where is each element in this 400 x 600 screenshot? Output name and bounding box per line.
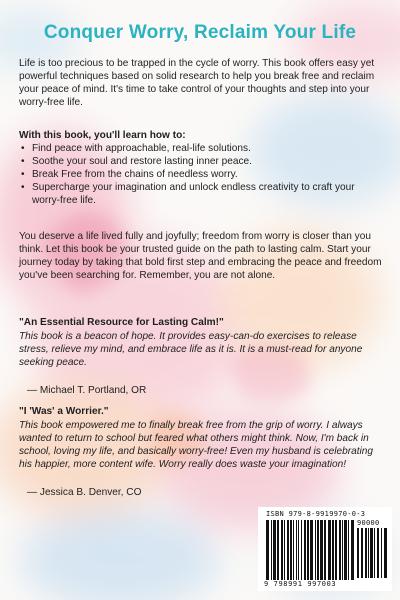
cover-title: Conquer Worry, Reclaim Your Life <box>43 22 357 43</box>
review-body: This book empowered me to finally break free from the grip of worry. I always wanted to return to school but feared what others might think. Now, I'm back in school, loving my life, and basically worry-free! Even my husband is celebrating his happier, more content wife. Worry really does waste your imagination! <box>19 420 374 470</box>
isbn-number: ISBN 979-8-9919970-0-3 <box>266 510 366 518</box>
list-item: • Break Free from the chains of needless worry. <box>19 168 385 181</box>
list-item: • Soothe your soul and restore lasting inner peace. <box>19 155 385 168</box>
review-body: This book is a beacon of hope. It provides easy-can-do exercises to release stress, relieve my mind, and embrace life as it is. It is a must-read for anyone seeking peace. <box>19 331 363 368</box>
review-author: — Jessica B. Denver, CO <box>27 487 142 498</box>
learn-heading: With this book, you'll learn how to: <box>19 130 186 141</box>
list-item: • Supercharge your imagination and unlock endless creativity to craft your worry-free life. <box>19 181 385 207</box>
closing-paragraph: You deserve a life lived fully and joyfully; freedom from worry is closer than you think. Let this book be your trusted guide on the path to lasting calm. Start your journey today by taking that bold first step and embracing the peace and freedom you've been searching for. Remember, you are not alone. <box>19 231 382 281</box>
review-title: "I 'Was' a Worrier." <box>19 406 109 417</box>
review-title: "An Essential Resource for Lasting Calm!" <box>19 317 224 328</box>
review-author: — Michael T. Portland, OR <box>27 385 147 396</box>
price-addon: 90000 <box>357 519 380 527</box>
isbn-barcode <box>258 507 392 591</box>
addon-bars <box>357 528 387 578</box>
list-item: • Find peace with approachable, real-life solutions. <box>19 142 385 155</box>
barcode-number: 9 798991 997003 <box>264 580 337 588</box>
intro-paragraph: Life is too precious to be trapped in the cycle of worry. This book offers easy yet powerful techniques based on solid research to help you break free and reclaim your peace of mind. It's time to take control of your thoughts and step into your worry-free life. <box>19 58 375 108</box>
learn-list <box>19 142 385 207</box>
barcode-bars <box>266 520 354 580</box>
